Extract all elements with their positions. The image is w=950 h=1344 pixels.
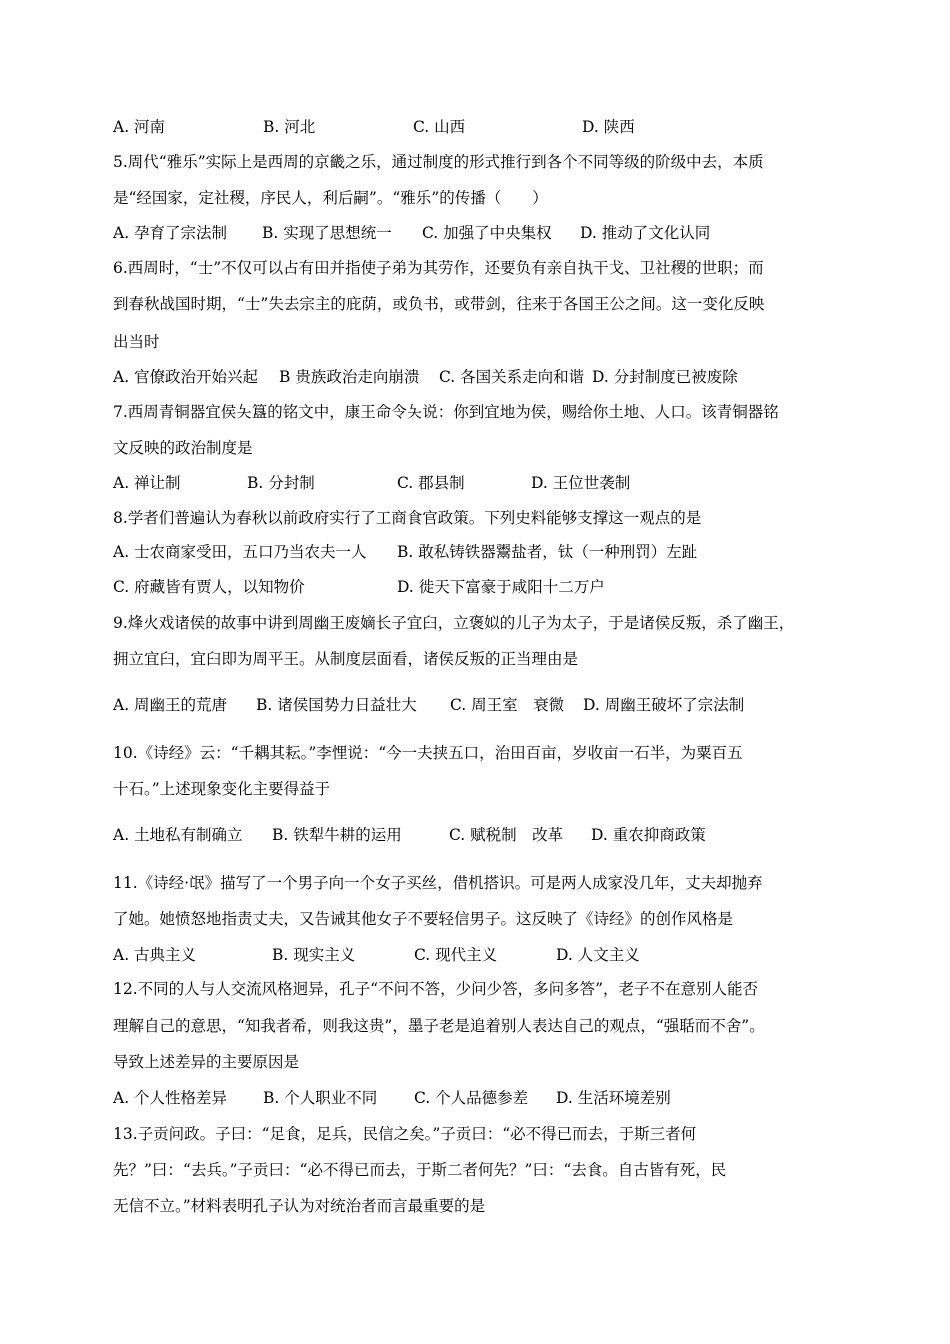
q10-option-a: A. 土地私有制确立 (113, 826, 243, 844)
q4-option-c: C. 山西 (413, 118, 466, 136)
q12-stem-line-1: 12.不同的人与人交流风格迥异，孔子“不问不答，少问少答，多问多答”，老子不在意别人能否 (113, 980, 759, 998)
q4-option-b: B. 河北 (263, 118, 316, 136)
q9-option-d: D. 周幽王破坏了宗法制 (583, 696, 745, 714)
q6-stem-line-3: 出当时 (113, 333, 160, 351)
q5-options (113, 223, 873, 243)
q12-stem-line-2: 理解自己的意思，“知我者希，则我这贵”，墨子老是追着别人表达自己的观点，“强聒而不舍”。 (113, 1017, 765, 1035)
q8-option-c: C. 府藏皆有贾人，以知物价 (113, 578, 305, 596)
q11-option-c: C. 现代主义 (414, 946, 498, 964)
q12-option-a: A. 个人性格差异 (113, 1089, 228, 1107)
q8-options-row-1 (113, 542, 873, 562)
q7-option-d: D. 王位世袭制 (531, 474, 631, 492)
q11-option-a: A. 古典主义 (113, 946, 197, 964)
q11-stem-line-2: 了她。她愤怒地指责丈夫，又告诫其他女子不要轻信男子。这反映了《诗经》的创作风格是 (113, 910, 734, 928)
q12-stem-line-3: 导致上述差异的主要原因是 (113, 1053, 300, 1071)
q5-option-d: D. 推动了文化认同 (580, 224, 711, 242)
q9-option-a: A. 周幽王的荒唐 (113, 696, 228, 714)
q9-stem-line-2: 拥立宜臼，宜臼即为周平王。从制度层面看，诸侯反叛的正当理由是 (113, 650, 579, 668)
q12-option-d: D. 生活环境差别 (556, 1089, 671, 1107)
q9-stem-line-1: 9.烽火戏诸侯的故事中讲到周幽王废嫡长子宜臼，立褒姒的儿子为太子，于是诸侯反叛，杀了幽王， (113, 614, 795, 632)
q5-stem-line-2: 是“经国家，定社稷，序民人，利后嗣”。“雅乐”的传播（ ） (113, 189, 548, 207)
q10-option-c: C. 赋税制 改革 (449, 826, 564, 844)
q8-option-a: A. 士农商家受田，五口乃当农夫一人 (113, 543, 367, 561)
q13-stem-line-1: 13.子贡问政。子曰：“足食，足兵，民信之矣。”子贡曰：“必不得已而去，于斯三者何 (113, 1125, 697, 1143)
q13-stem-line-3: 无信不立。”材料表明孔子认为对统治者而言最重要的是 (113, 1197, 486, 1215)
q8-options-row-2 (113, 577, 873, 597)
q12-options (113, 1088, 873, 1108)
q8-option-d: D. 徙天下富豪于咸阳十二万户 (397, 578, 605, 596)
q6-option-c: C. 各国关系走向和谐 (439, 368, 585, 386)
q7-stem-line-2: 文反映的政治制度是 (113, 439, 253, 457)
q6-option-a: A. 官僚政治开始兴起 (113, 368, 259, 386)
q12-option-b: B. 个人职业不同 (263, 1089, 378, 1107)
q10-option-b: B. 铁犁牛耕的运用 (272, 826, 402, 844)
q5-option-c: C. 加强了中央集权 (422, 224, 552, 242)
q7-options (113, 473, 873, 493)
q7-option-a: A. 禅让制 (113, 474, 181, 492)
q6-option-b: B 贵族政治走向崩溃 (279, 368, 420, 386)
q7-option-b: B. 分封制 (247, 474, 315, 492)
q6-options (113, 367, 873, 387)
q10-stem-line-2: 十石。”上述现象变化主要得益于 (113, 780, 331, 798)
q10-options (113, 825, 873, 845)
q11-option-b: B. 现实主义 (272, 946, 356, 964)
q5-option-a: A. 孕育了宗法制 (113, 224, 228, 242)
q7-stem-line-1: 7.西周青铜器宜侯夨簋的铭文中，康王命令夨说：你到宜地为侯，赐给你土地、人口。该青铜器铭 (113, 403, 779, 421)
q5-option-b: B. 实现了思想统一 (262, 224, 392, 242)
q8-stem-line-1: 8.学者们普遍认为春秋以前政府实行了工商食官政策。下列史料能够支撑这一观点的是 (113, 509, 702, 527)
q12-option-c: C. 个人品德参差 (414, 1089, 529, 1107)
q6-stem-line-1: 6.西周时，“士”不仅可以占有田并指使子弟为其劳作，还要负有亲自执干戈、卫社稷的世职；而 (113, 259, 764, 277)
q8-option-b: B. 敢私铸铁器鬻盐者，钛（一种刑罚）左趾 (397, 543, 698, 561)
q6-stem-line-2: 到春秋战国时期，“士”失去宗主的庇荫，或负书，或带剑，往来于各国王公之间。这一变化反映 (113, 295, 765, 313)
q4-option-a: A. 河南 (113, 118, 166, 136)
q9-option-c: C. 周王室 衰微 (450, 696, 565, 714)
q6-option-d: D. 分封制度已被废除 (592, 368, 738, 386)
q7-option-c: C. 郡县制 (397, 474, 465, 492)
q10-stem-line-1: 10.《诗经》云：“千耦其耘。”李悝说：“今一夫挟五口，治田百亩，岁收亩一石半，为粟百五 (113, 744, 743, 762)
q9-option-b: B. 诸侯国势力日益壮大 (256, 696, 417, 714)
q10-option-d: D. 重农抑商政策 (591, 826, 706, 844)
q9-options (113, 695, 873, 715)
q11-options (113, 945, 873, 965)
q5-stem-line-1: 5.周代“雅乐”实际上是西周的京畿之乐，通过制度的形式推行到各个不同等级的阶级中去，本质 (113, 153, 764, 171)
q11-option-d: D. 人文主义 (556, 946, 640, 964)
q4-options (113, 117, 873, 137)
q13-stem-line-2: 先？”曰：“去兵。”子贡曰：“必不得已而去，于斯二者何先？”曰：“去食。自古皆有死，民 (113, 1161, 727, 1179)
q4-option-d: D. 陕西 (582, 118, 635, 136)
q11-stem-line-1: 11.《诗经·氓》描写了一个男子向一个女子买丝，借机搭识。可是两人成家没几年，丈夫却抛弃 (113, 874, 763, 892)
